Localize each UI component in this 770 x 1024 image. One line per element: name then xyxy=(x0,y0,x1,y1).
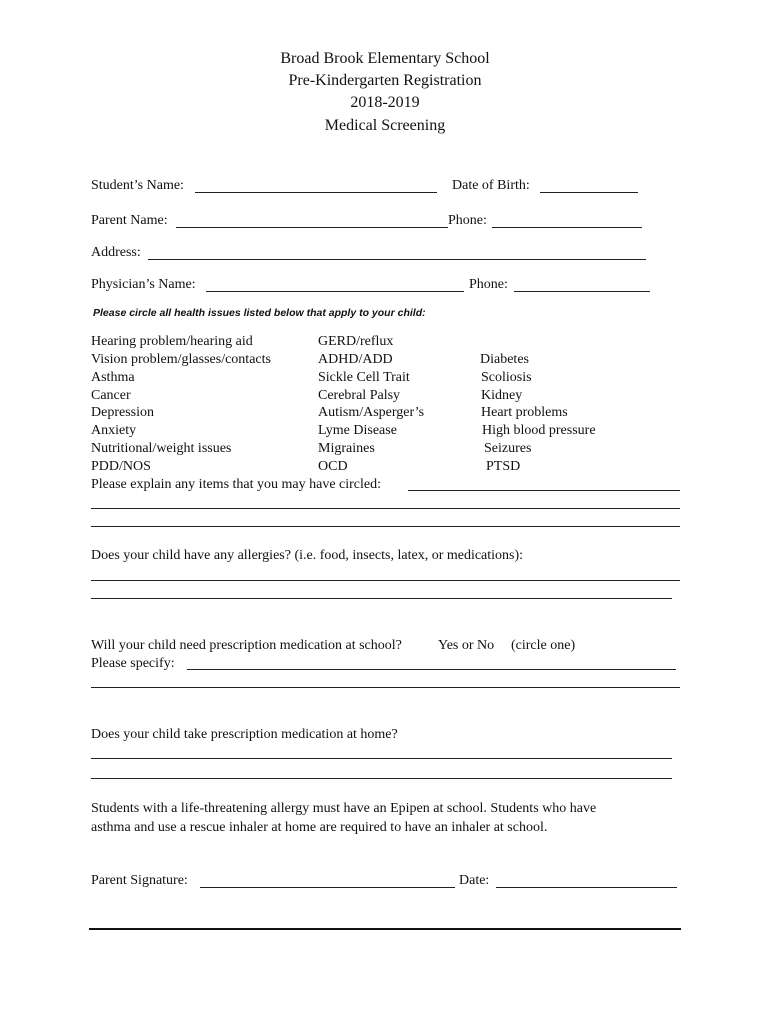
notice-line-2: asthma and use a rescue inhaler at home are required to have an inhaler at school. xyxy=(91,820,548,835)
bottom-divider xyxy=(89,928,681,930)
health-item[interactable]: ADHD/ADD xyxy=(318,352,393,367)
school-year: 2018-2019 xyxy=(350,94,420,111)
home-medication-line[interactable] xyxy=(91,778,672,779)
school-name: Broad Brook Elementary School xyxy=(280,50,490,67)
physician-phone-label: Phone: xyxy=(469,277,508,292)
health-item[interactable]: Depression xyxy=(91,405,154,420)
health-item[interactable]: Seizures xyxy=(484,441,532,456)
program-title: Pre-Kindergarten Registration xyxy=(288,72,482,89)
explain-label: Please explain any items that you may have circled: xyxy=(91,477,382,492)
form-title: Medical Screening xyxy=(324,117,446,134)
parent-signature-field[interactable] xyxy=(200,887,455,888)
notice-line-1: Students with a life-threatening allergy must have an Epipen at school. Students who have xyxy=(91,801,597,816)
parent-name-field[interactable] xyxy=(176,227,448,228)
health-item[interactable]: High blood pressure xyxy=(482,423,596,438)
specify-line[interactable] xyxy=(91,687,680,688)
health-item[interactable]: PDD/NOS xyxy=(91,459,151,474)
physician-name-field[interactable] xyxy=(206,291,464,292)
health-item[interactable]: Scoliosis xyxy=(481,370,532,385)
address-label: Address: xyxy=(91,245,141,260)
allergies-line[interactable] xyxy=(91,580,680,581)
allergies-line[interactable] xyxy=(91,598,672,599)
phone-label: Phone: xyxy=(448,213,487,228)
health-item[interactable]: Sickle Cell Trait xyxy=(318,370,410,385)
home-medication-question: Does your child take prescription medication at home? xyxy=(91,727,398,742)
health-item[interactable]: Nutritional/weight issues xyxy=(91,441,232,456)
health-item[interactable]: PTSD xyxy=(486,459,521,474)
health-item[interactable]: Asthma xyxy=(91,370,135,385)
home-medication-line[interactable] xyxy=(91,758,672,759)
school-medication-question: Will your child need prescription medication at school? xyxy=(91,638,402,653)
specify-field[interactable] xyxy=(187,669,676,670)
signature-date-label: Date: xyxy=(459,873,490,888)
student-name-label: Student’s Name: xyxy=(91,178,184,193)
explain-field[interactable] xyxy=(408,490,680,491)
yes-no-options[interactable]: Yes or No xyxy=(438,638,495,653)
health-issues-instruction: Please circle all health issues listed below that apply to your child: xyxy=(93,307,426,319)
date-of-birth-label: Date of Birth: xyxy=(452,178,530,193)
health-item[interactable]: Hearing problem/hearing aid xyxy=(91,334,253,349)
date-of-birth-field[interactable] xyxy=(540,192,638,193)
health-item[interactable]: GERD/reflux xyxy=(318,334,394,349)
health-item[interactable]: Diabetes xyxy=(480,352,529,367)
health-item[interactable]: Cerebral Palsy xyxy=(318,388,401,403)
explain-line[interactable] xyxy=(91,526,680,527)
physician-phone-field[interactable] xyxy=(514,291,650,292)
parent-signature-label: Parent Signature: xyxy=(91,873,188,888)
student-name-field[interactable] xyxy=(195,192,437,193)
parent-name-label: Parent Name: xyxy=(91,213,168,228)
health-item[interactable]: Lyme Disease xyxy=(318,423,397,438)
circle-one-hint: (circle one) xyxy=(511,638,576,653)
health-item[interactable]: Kidney xyxy=(481,388,523,403)
health-item[interactable]: Anxiety xyxy=(91,423,137,438)
specify-label: Please specify: xyxy=(91,656,175,671)
health-item[interactable]: Migraines xyxy=(318,441,375,456)
health-item[interactable]: Vision problem/glasses/contacts xyxy=(91,352,271,367)
health-item[interactable]: Autism/Asperger’s xyxy=(318,405,425,420)
allergies-question: Does your child have any allergies? (i.e. food, insects, latex, or medications): xyxy=(91,548,524,563)
signature-date-field[interactable] xyxy=(496,887,677,888)
health-item[interactable]: OCD xyxy=(318,459,348,474)
health-item[interactable]: Cancer xyxy=(91,388,131,403)
health-item[interactable]: Heart problems xyxy=(481,405,568,420)
explain-line[interactable] xyxy=(91,508,680,509)
phone-field[interactable] xyxy=(492,227,642,228)
address-field[interactable] xyxy=(148,259,646,260)
physician-name-label: Physician’s Name: xyxy=(91,277,196,292)
